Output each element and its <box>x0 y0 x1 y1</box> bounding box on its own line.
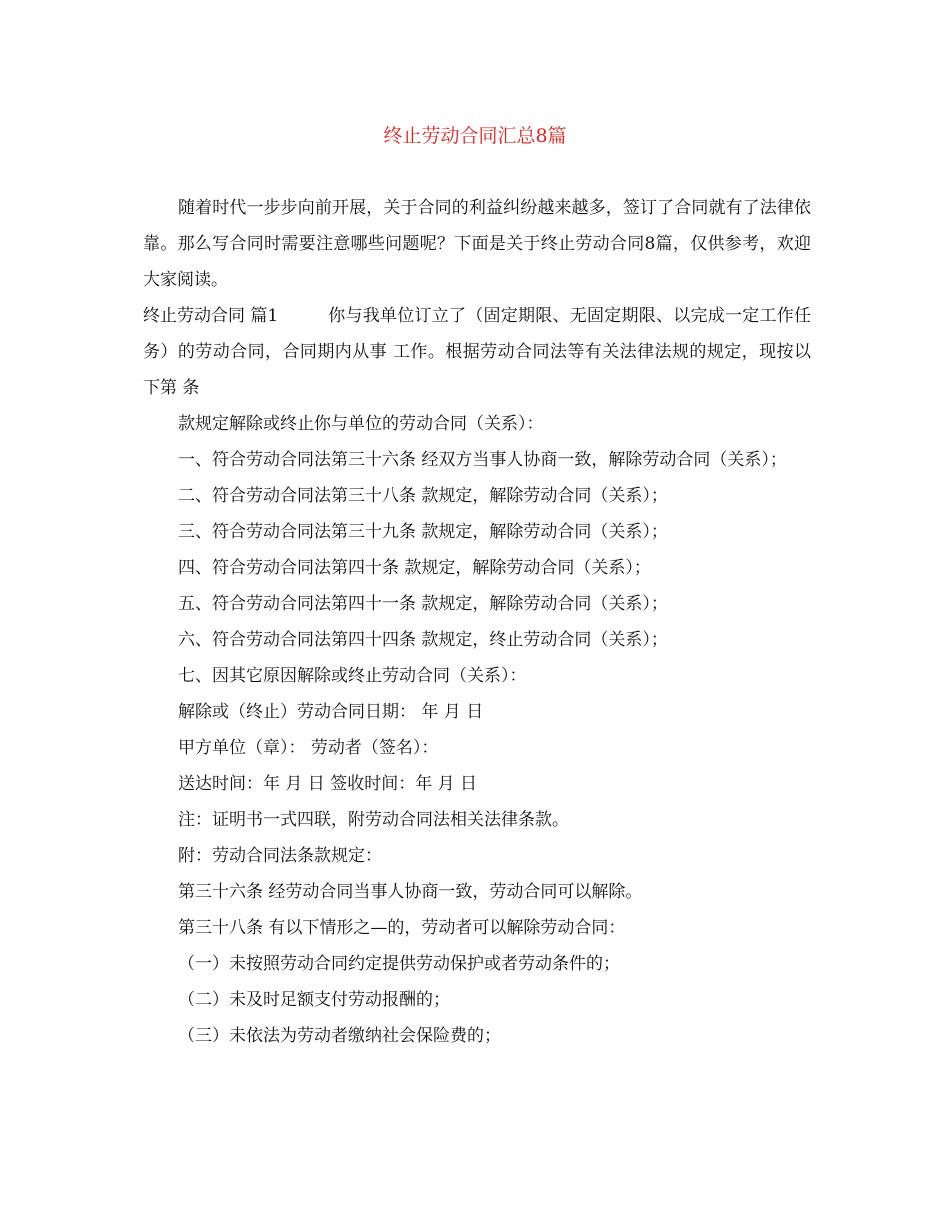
article-paragraph: 第三十六条 经劳动合同当事人协商一致，劳动合同可以解除。 <box>178 882 643 902</box>
article-item: （二）未及时足额支付劳动报酬的； <box>178 990 450 1010</box>
section-text: 你与我单位订立了（固定期限、无固定期限、以完成一定工作任务）的劳动合同，合同期内从事 工作。根据劳动合同法等有关法律法规的规定，现按以下第 条 <box>143 306 811 398</box>
clause-paragraph: 六、符合劳动合同法第四十四条 款规定，终止劳动合同（关系）； <box>178 630 668 650</box>
intro-paragraph: 随着时代一步步向前开展，关于合同的利益纠纷越来越多，签订了合同就有了法律依靠。那么写合同时需要注意哪些问题呢？下面是关于终止劳动合同8篇，仅供参考，欢迎大家阅读。 <box>143 198 811 290</box>
clause-paragraph: 五、符合劳动合同法第四十一条 款规定，解除劳动合同（关系）； <box>178 594 668 614</box>
date-line: 解除或（终止）劳动合同日期： 年 月 日 <box>178 702 484 722</box>
page-title: 终止劳动合同汇总8篇 <box>383 125 567 147</box>
clause-paragraph: 一、符合劳动合同法第三十六条 经双方当事人协商一致，解除劳动合同（关系）； <box>178 450 787 470</box>
clause-paragraph: 款规定解除或终止你与单位的劳动合同（关系）： <box>178 414 544 434</box>
document-body <box>143 190 811 1054</box>
appendix-heading: 附：劳动合同法条款规定： <box>178 846 382 866</box>
section-heading: 终止劳动合同 篇1 <box>143 306 279 326</box>
article-item: （一）未按照劳动合同约定提供劳动保护或者劳动条件的； <box>178 954 620 974</box>
delivery-line: 送达时间：年 月 日 签收时间：年 月 日 <box>178 774 478 794</box>
clause-paragraph: 七、因其它原因解除或终止劳动合同（关系）： <box>178 666 527 686</box>
section-paragraph <box>143 298 811 406</box>
clause-paragraph: 四、符合劳动合同法第四十条 款规定，解除劳动合同（关系）； <box>178 558 651 578</box>
article-paragraph: 第三十八条 有以下情形之—的，劳动者可以解除劳动合同： <box>178 918 626 938</box>
article-item: （三）未依法为劳动者缴纳社会保险费的； <box>178 1026 501 1046</box>
signature-line: 甲方单位（章）： 劳动者（签名）： <box>178 738 439 758</box>
note-line: 注：证明书一式四联，附劳动合同法相关法律条款。 <box>178 810 569 830</box>
clause-paragraph: 二、符合劳动合同法第三十八条 款规定，解除劳动合同（关系）； <box>178 486 668 506</box>
clause-paragraph: 三、符合劳动合同法第三十九条 款规定，解除劳动合同（关系）； <box>178 522 668 542</box>
